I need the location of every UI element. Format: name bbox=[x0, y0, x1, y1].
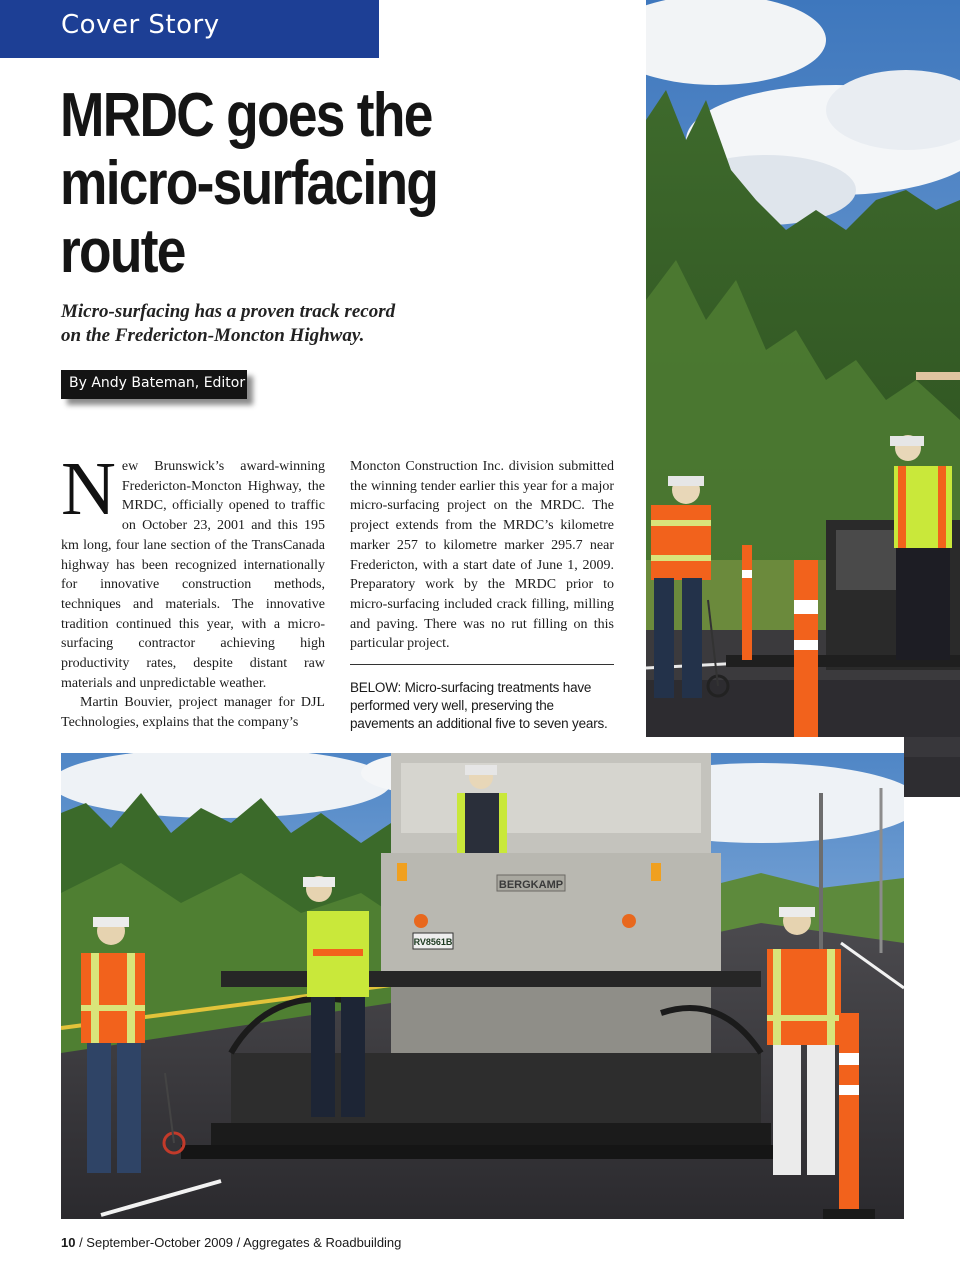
photo-micro-surfacing-truck-image bbox=[61, 753, 904, 1219]
headline-line-1: MRDC goes the bbox=[60, 81, 432, 150]
headline-line-2: micro-surfacing bbox=[60, 149, 438, 218]
deck-line-2: on the Fredericton-Moncton Highway. bbox=[61, 325, 365, 346]
dropcap: N bbox=[61, 447, 116, 531]
deck-line-1: Micro-surfacing has a proven track record bbox=[61, 301, 396, 322]
photo-roadside-road-strip bbox=[904, 737, 960, 797]
section-label: Cover Story bbox=[61, 10, 220, 40]
photo-road-strip-image bbox=[904, 737, 960, 797]
photo-roadside-workers bbox=[646, 0, 960, 737]
photo-micro-surfacing-truck bbox=[61, 753, 904, 1219]
page-number: 10 bbox=[61, 1235, 76, 1250]
headline bbox=[60, 82, 542, 286]
body-paragraph-3: Moncton Construction Inc. division submitted the winning tender earlier this year for a major micro-surfacing project on the MRDC. The project extends from the MRDC’s kilometre marker 257 to kilometre marker 295.7 near Fredericton, with a start date of June 1, 2009. Preparatory work by the MRDC prior to micro-surfacing included crack filling, milling and paving. There was no rut filling on this particular project. bbox=[350, 459, 614, 652]
page-footer bbox=[61, 1235, 401, 1250]
truck-brand-label: BERGKAMP bbox=[498, 879, 564, 891]
footer-issue-info: / September-October 2009 / Aggregates & Roadbuilding bbox=[75, 1235, 402, 1250]
headline-line-3: route bbox=[60, 217, 185, 286]
caption-divider bbox=[350, 664, 614, 665]
body-column-left bbox=[61, 447, 325, 733]
body-paragraph-1: ew Brunswick’s award-winning Fredericton-Moncton Highway, the MRDC, officially opened to traffic on October 23, 2001 and this 195 km long, four lane section of the TransCanada highway has been recognized internationally for innovative construction methods, techniques and materials. The innovative tradition continued this year, with a micro-surfacing contractor achieving high productivity rates, despite distant raw materials and unpredictable weather. bbox=[61, 459, 325, 691]
truck-plate-label: RV8561B bbox=[413, 937, 453, 947]
deck bbox=[61, 300, 621, 348]
byline: By Andy Bateman, Editor bbox=[61, 370, 247, 399]
body-paragraph-2: Martin Bouvier, project manager for DJL Technologies, explains that the company’s bbox=[61, 695, 325, 731]
photo-caption: BELOW: Micro-surfacing treatments have performed very well, preserving the pavements an additional five to seven years. bbox=[350, 680, 608, 731]
photo-roadside-workers-image bbox=[646, 0, 960, 737]
body-column-right bbox=[350, 457, 614, 654]
section-banner bbox=[0, 0, 379, 58]
